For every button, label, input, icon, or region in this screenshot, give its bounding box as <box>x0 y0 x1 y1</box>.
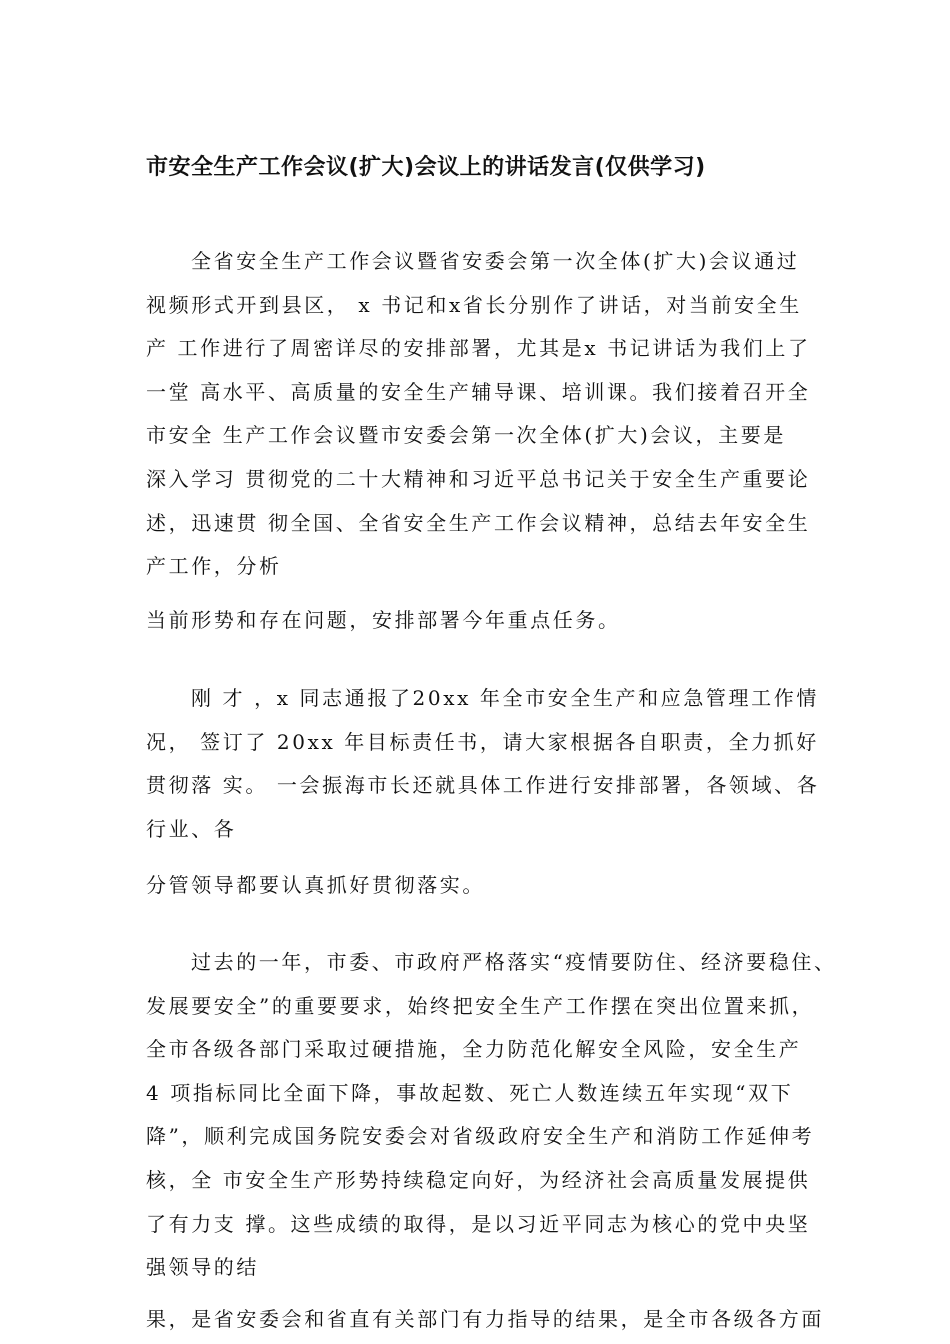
paragraph-6 <box>146 1298 824 1342</box>
paragraph-line: 产 工作进行了周密详尽的安排部署，尤其是x 书记讲话为我们上了 <box>146 336 811 361</box>
paragraph-line: 一堂 高水平、高质量的安全生产辅导课、培训课。我们接着召开全 <box>146 379 811 404</box>
paragraph-3 <box>146 677 820 851</box>
paragraph-line: 刚 才 ，x 同志通报了20xx 年全市安全生产和应急管理工作情 <box>191 686 819 710</box>
paragraph-line: 产工作，分析 <box>146 554 282 579</box>
paragraph-line: 果，是省安委会和省直有关部门有力指导的结果，是全市各级各方面 <box>146 1307 824 1331</box>
paragraph-4 <box>146 864 806 908</box>
paragraph-line: 降”，顺利完成国务院安委会对省级政府安全生产和消防工作延伸考 <box>146 1124 815 1149</box>
paragraph-line: 过去的一年，市委、市政府严格落实“疫情要防住、经济要稳住、 <box>191 950 837 974</box>
paragraph-line: 全市各级各部门采取过硬措施，全力防范化解安全风险，安全生产 <box>146 1037 802 1062</box>
paragraph-line: 况， 签订了 20xx 年目标责任书，请大家根据各自职责，全力抓好 <box>146 729 819 754</box>
paragraph-line: 发展要安全”的重要要求，始终把安全生产工作摆在突出位置来抓， <box>146 993 815 1018</box>
paragraph-line: 全省安全生产工作会议暨省安委会第一次全体(扩大)会议通过 <box>191 249 800 273</box>
paragraph-line: 核，全 市安全生产形势持续稳定向好，为经济社会高质量发展提供 <box>146 1167 811 1192</box>
paragraph-line: 4 项指标同比全面下降，事故起数、死亡人数连续五年实现“双下 <box>146 1080 794 1105</box>
paragraph-line: 行业、各 <box>146 816 237 841</box>
paragraph-5 <box>146 941 837 1290</box>
paragraph-line: 视频形式开到县区， x 书记和x省长分别作了讲话，对当前安全生 <box>146 292 802 317</box>
paragraph-line: 当前形势和存在问题，安排部署今年重点任务。 <box>146 608 621 632</box>
paragraph-1 <box>146 240 811 589</box>
paragraph-line: 深入学习 贯彻党的二十大精神和习近平总书记关于安全生产重要论 <box>146 466 811 491</box>
paragraph-line: 分管领导都要认真抓好贯彻落实。 <box>146 873 485 897</box>
paragraph-line: 述，迅速贯 彻全国、全省安全生产工作会议精神，总结去年安全生 <box>146 510 811 535</box>
paragraph-2 <box>146 599 806 643</box>
paragraph-line: 了有力支 撑。这些成绩的取得，是以习近平同志为核心的党中央坚 <box>146 1211 811 1236</box>
paragraph-line: 市安全 生产工作会议暨市安委会第一次全体(扩大)会议，主要是 <box>146 423 786 448</box>
paragraph-line: 强领导的结 <box>146 1255 259 1280</box>
document-title: 市安全生产工作会议(扩大)会议上的讲话发言(仅供学习) <box>146 155 706 180</box>
paragraph-line: 贯彻落 实。 一会振海市长还就具体工作进行安排部署，各领域、各 <box>146 773 820 798</box>
